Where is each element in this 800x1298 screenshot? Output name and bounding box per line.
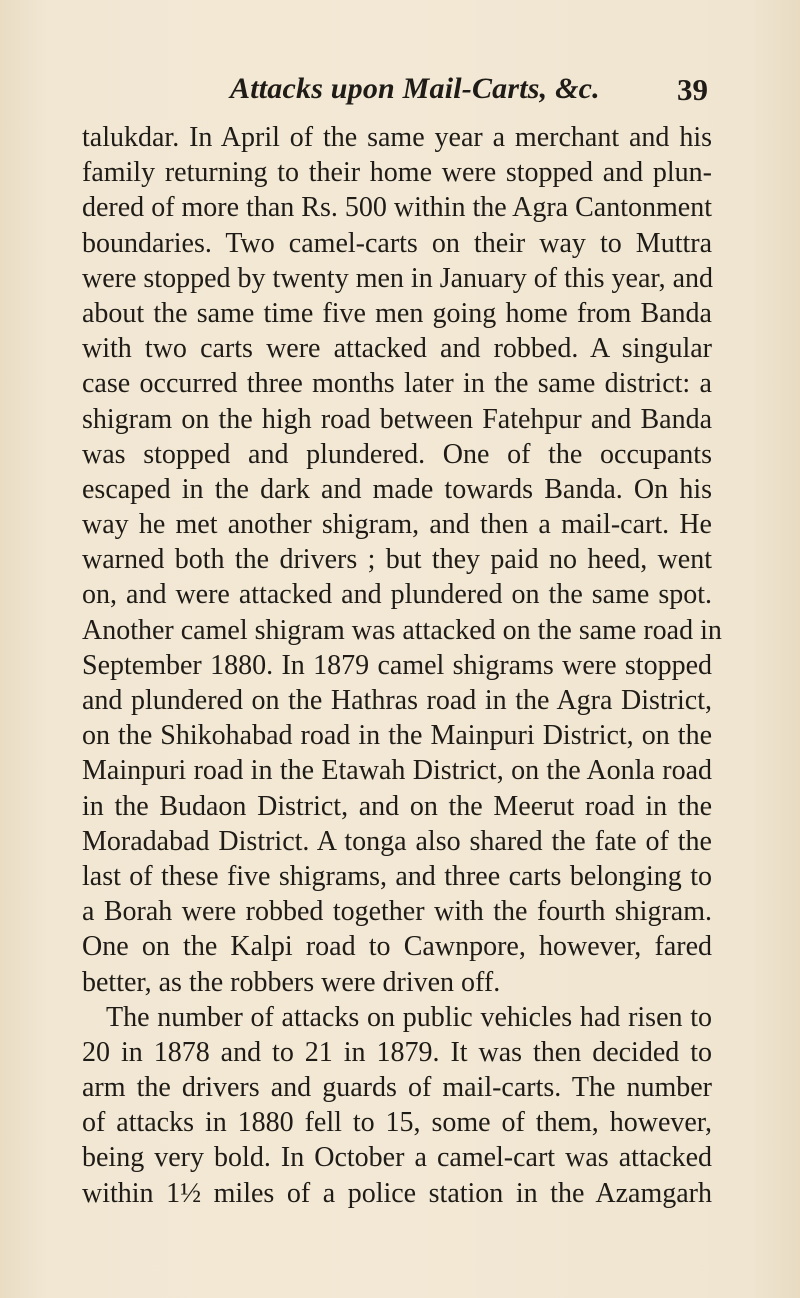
text-line: family returning to their home were stopped and plun-	[82, 157, 712, 189]
text-line: was stopped and plundered. One of the occupants	[82, 438, 712, 470]
text-line: arm the drivers and guards of mail-carts. The number	[82, 1072, 712, 1104]
text-line: case occurred three months later in the same district: a	[82, 368, 712, 400]
paragraph-end-line: better, as the robbers were driven off.	[82, 966, 501, 998]
text-line: being very bold. In October a camel-cart was attacked	[82, 1142, 712, 1174]
text-line: about the same time five men going home from Banda	[82, 297, 712, 329]
text-line: Mainpuri road in the Etawah District, on the Aonla road	[82, 755, 712, 787]
text-line: were stopped by twenty men in January of this year, and	[82, 262, 714, 294]
text-line: within 1½ miles of a police station in the Azamgarh	[82, 1177, 712, 1209]
text-line: 20 in 1878 and to 21 in 1879. It was then decided to	[82, 1036, 712, 1068]
running-head	[0, 64, 800, 108]
text-line: talukdar. In April of the same year a merchant and his	[82, 122, 712, 153]
text-line: a Borah were robbed together with the fourth shigram.	[82, 896, 712, 928]
text-line: escaped in the dark and made towards Banda. On his	[82, 473, 712, 505]
text-line: with two carts were attacked and robbed. A singular	[82, 333, 712, 365]
text-line: boundaries. Two camel-carts on their way to Muttra	[82, 227, 712, 259]
text-line: Moradabad District. A tonga also shared the fate of the	[82, 825, 712, 857]
text-line: shigram on the high road between Fatehpur and Banda	[82, 403, 712, 435]
running-title: Attacks upon Mail-Carts, &c.	[230, 72, 600, 105]
page-number: 39	[677, 72, 708, 107]
text-line: September 1880. In 1879 camel shigrams were stopped	[82, 649, 712, 681]
text-line: on the Shikohabad road in the Mainpuri District, on the	[82, 720, 712, 752]
text-line: dered of more than Rs. 500 within the Agra Cantonment	[82, 192, 712, 224]
text-line: on, and were attacked and plundered on the same spot.	[82, 579, 712, 611]
text-line: Another camel shigram was attacked on the same road in	[82, 614, 722, 646]
text-line: way he met another shigram, and then a mail-cart. He	[82, 509, 712, 541]
text-line: last of these five shigrams, and three carts belonging to	[82, 860, 712, 892]
text-line: of attacks in 1880 fell to 15, some of them, however,	[82, 1107, 712, 1139]
body-text	[82, 120, 722, 1211]
text-line: One on the Kalpi road to Cawnpore, however, fared	[82, 931, 712, 963]
text-line: and plundered on the Hathras road in the Agra District,	[82, 685, 712, 716]
paragraph-start-line: The number of attacks on public vehicles had risen to	[106, 1001, 712, 1033]
text-line: in the Budaon District, and on the Meerut road in the	[82, 790, 712, 822]
text-line: warned both the drivers ; but they paid no heed, went	[82, 544, 712, 576]
